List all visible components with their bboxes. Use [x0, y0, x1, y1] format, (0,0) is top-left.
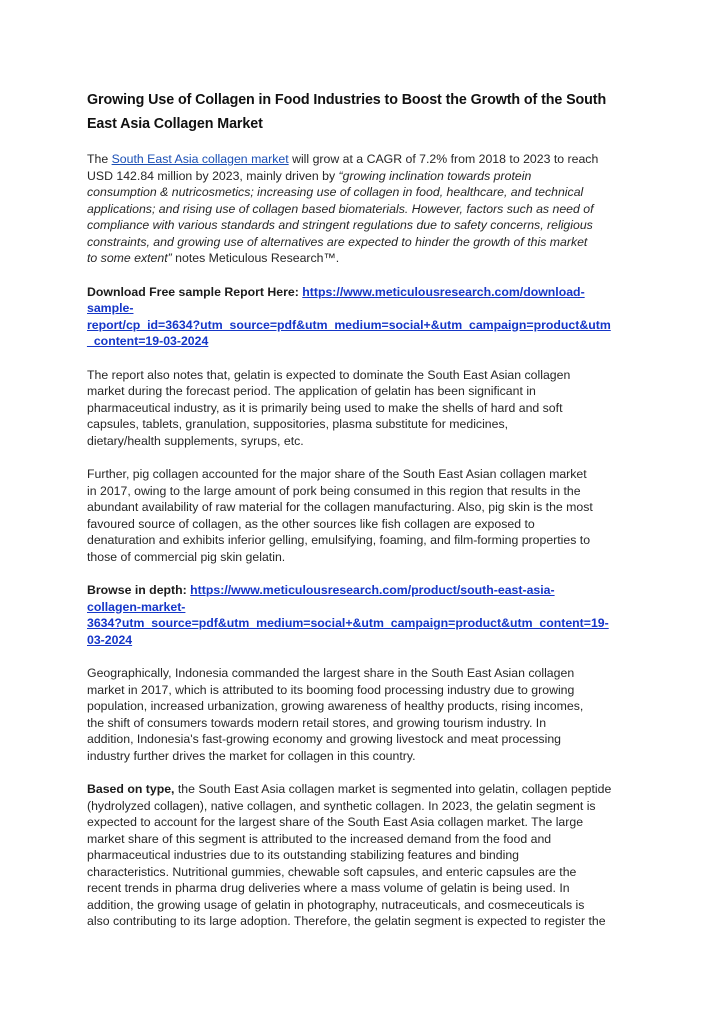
geography-paragraph: Geographically, Indonesia commanded the largest share in the South East Asian collagen market in 2017, which is attributed to its booming food processing industry due to growing population, increased urbanization, growing awareness of healthy products, rising incomes, the shift of consumers towards modern retail stores, and growing tourism industry. In addition, Indonesia's fast-growing economy and growing livestock and meat processing industry further drives the market for collagen in this country.: [87, 666, 584, 763]
download-sample-link[interactable]: https://www.meticulousresearch.com/download-: [302, 284, 585, 299]
type-lead: Based on type,: [87, 782, 175, 796]
download-sample-link[interactable]: _content=19-03-2024: [87, 334, 209, 348]
browse-link[interactable]: 3634?utm_source=pdf&utm_medium=social+&utm_campaign=product&utm_content=19-: [87, 616, 609, 630]
download-sample-section: [87, 284, 635, 350]
browse-link[interactable]: 03-2024: [87, 632, 133, 647]
pig-collagen-paragraph: Further, pig collagen accounted for the major share of the South East Asian collagen market in 2017, owing to the large amount of pork being consumed in this region that results in the abundant availability of raw material for the collagen manufacturing. Also, pig skin is the most favoured source of collagen, as the other sources like fish collagen are exposed to denaturation and exhibits inferior gelling, emulsifying, foaming, and film-forming properties to those of commercial pig skin gelatin.: [87, 467, 593, 564]
download-label: Download Free sample Report Here:: [87, 284, 303, 299]
gelatin-paragraph: The report also notes that, gelatin is expected to dominate the South East Asian collagen market during the forecast period. The application of gelatin has been significant in pharmaceutical industry, as it is primarily being used to make the shells of hard and soft capsules, tablets, granulation, suppositories, plasma substitute for medicines, dietary/health supplements, syrups, etc.: [87, 367, 571, 448]
browse-link[interactable]: https://www.meticulousresearch.com/product/south-east-asia-: [190, 583, 555, 597]
browse-link[interactable]: collagen-market-: [87, 599, 186, 614]
market-link[interactable]: South East Asia collagen market: [111, 152, 289, 166]
quote-line: consumption & nutricosmetics; increasing use of collagen in food, healthcare, and technical: [87, 185, 584, 199]
type-paragraph: Based on type, the South East Asia collagen market is segmented into gelatin, collagen peptide (hydrolyzed collagen), native collagen, and synthetic collagen. In 2023, the gelatin segment is expected to account for the largest share of the South East Asia collagen market. The large market share of this segment is attributed to the increased demand from the food and pharmaceutical industries due to its outstanding stabilizing features and binding characteristics. Nutritional gummies, chewable soft capsules, and enteric capsules are the recent trends in pharma drug deliveries where a mass volume of gelatin is being used. In addition, the growing usage of gelatin in photography, nutraceuticals, and cosmeceuticals is also contributing to its large adoption. Therefore, the gelatin segment is expected to register the: [87, 782, 612, 928]
title-line: East Asia Collagen Market: [87, 116, 263, 132]
article-title: [87, 88, 635, 136]
intro-paragraph: The South East Asia collagen market will grow at a CAGR of 7.2% from 2018 to 2023 to reach USD 142.84 million by 2023, mainly driven by “growing inclination towards protein consumption & nutricosmetics; increasing use of collagen in food, healthcare, and technical applications; and rising use of collagen based biomaterials. However, factors such as need of compliance with various standards and stringent regulations due to safety concerns, religious constraints, and growing use of alternatives are expected to hinder the growth of this market to some extent” notes Meticulous Research™.: [87, 151, 635, 267]
download-sample-link[interactable]: report/cp_id=3634?utm_source=pdf&utm_medium=social+&utm_campaign=product&utm: [87, 317, 611, 332]
quote-line: applications; and rising use of collagen based biomaterials. However, factors such as need of: [87, 201, 594, 216]
download-sample-link[interactable]: sample-: [87, 301, 134, 315]
browse-label: Browse in depth:: [87, 583, 191, 597]
quote-line: constraints, and growing use of alternatives are expected to hinder the growth of this market: [87, 234, 588, 249]
title-line: Growing Use of Collagen in Food Industries to Boost the Growth of the South: [87, 92, 607, 108]
document-content: [87, 88, 635, 930]
browse-section: [87, 582, 635, 648]
quote-line: compliance with various standards and stringent regulations due to safety concerns, religious: [87, 218, 593, 232]
